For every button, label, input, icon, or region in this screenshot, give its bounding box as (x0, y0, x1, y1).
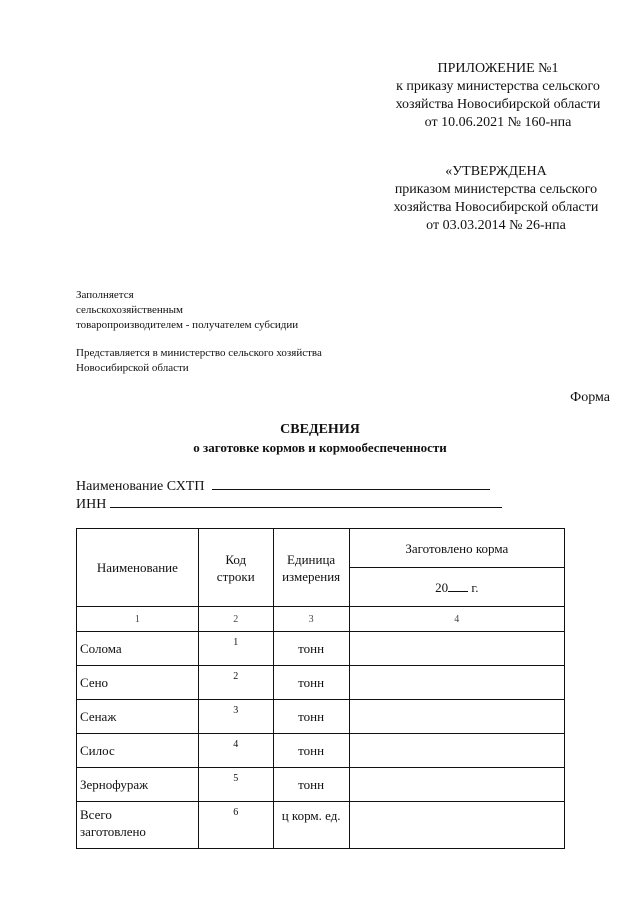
row-name: Сенаж (77, 700, 199, 734)
table-row (77, 734, 565, 768)
appendix-line-2: хозяйства Новосибирской области (395, 97, 601, 112)
row-unit: тонн (273, 768, 349, 802)
fill-note (76, 288, 298, 333)
header-code (198, 529, 273, 607)
header-unit-line-1: Единица (287, 551, 336, 567)
header-harvested: Заготовлено корма (349, 529, 564, 568)
header-code-line-1: Код (225, 551, 247, 567)
producer-name-label: Наименование СХТП (76, 479, 205, 494)
appendix-line-1: к приказу министерства сельского (396, 79, 600, 94)
row-code: 2 (198, 666, 273, 700)
row-name: Сено (77, 666, 199, 700)
appendix-title: ПРИЛОЖЕНИЕ №1 (437, 61, 559, 76)
row-value-cell[interactable] (349, 768, 564, 802)
year-suffix: г. (471, 579, 479, 595)
submit-note-line-2: Новосибирской области (76, 362, 189, 374)
table-row (77, 632, 565, 666)
inn-blank[interactable] (110, 494, 502, 508)
row-name: Зернофураж (77, 768, 199, 802)
column-number: 3 (273, 607, 349, 632)
column-number: 1 (77, 607, 199, 632)
approved-line-1: приказом министерства сельского (394, 182, 598, 197)
header-year (349, 568, 564, 607)
submit-note (76, 346, 322, 376)
feed-table (76, 528, 565, 849)
year-prefix: 20 (435, 579, 449, 595)
row-code: 1 (198, 632, 273, 666)
row-code: 3 (198, 700, 273, 734)
row-name: Силос (77, 734, 199, 768)
row-code: 4 (198, 734, 273, 768)
row-code: 5 (198, 768, 273, 802)
table-row (77, 768, 565, 802)
form-label: Форма (570, 390, 610, 405)
fill-note-line-1: Заполняется (76, 289, 134, 301)
row-value-cell[interactable] (349, 632, 564, 666)
row-unit: тонн (273, 666, 349, 700)
column-number: 4 (349, 607, 564, 632)
fill-note-line-3: товаропроизводителем - получателем субсидии (76, 319, 299, 331)
approved-line-2: хозяйства Новосибирской области (393, 200, 599, 215)
document-title: СВЕДЕНИЯ (280, 422, 360, 437)
header-unit (273, 529, 349, 607)
header-code-line-2: строки (216, 568, 255, 584)
row-name-total (77, 802, 199, 849)
row-name-total-line-2: заготовлено (80, 824, 146, 839)
header-unit-line-2: измерения (282, 568, 341, 584)
appendix-block (383, 60, 613, 132)
row-value-cell[interactable] (349, 700, 564, 734)
submit-note-line-1: Представляется в министерство сельского хозяйства (76, 347, 322, 359)
approved-line-3: от 03.03.2014 № 26-нпа (426, 218, 566, 233)
year-blank[interactable] (448, 580, 468, 592)
row-unit: ц корм. ед. (273, 802, 349, 849)
row-unit: тонн (273, 632, 349, 666)
table-row (77, 700, 565, 734)
row-value-cell[interactable] (349, 666, 564, 700)
inn-field (76, 494, 502, 513)
approved-block (380, 163, 612, 235)
document-subtitle: о заготовке кормов и кормообеспеченности (193, 440, 447, 455)
header-name: Наименование (77, 529, 199, 607)
approved-title: «УТВЕРЖДЕНА (445, 164, 547, 179)
row-unit: тонн (273, 734, 349, 768)
row-value-cell[interactable] (349, 802, 564, 849)
producer-name-blank[interactable] (212, 476, 490, 490)
row-name-total-line-1: Всего (80, 807, 112, 822)
table-row (77, 666, 565, 700)
producer-name-field (76, 476, 490, 495)
row-code: 6 (198, 802, 273, 849)
table-row-total (77, 802, 565, 849)
row-name: Солома (77, 632, 199, 666)
inn-label: ИНН (76, 497, 107, 512)
fill-note-line-2: сельскохозяйственным (76, 304, 183, 316)
appendix-line-3: от 10.06.2021 № 160-нпа (424, 115, 572, 130)
column-number-row (77, 607, 565, 632)
column-number: 2 (198, 607, 273, 632)
row-unit: тонн (273, 700, 349, 734)
row-value-cell[interactable] (349, 734, 564, 768)
